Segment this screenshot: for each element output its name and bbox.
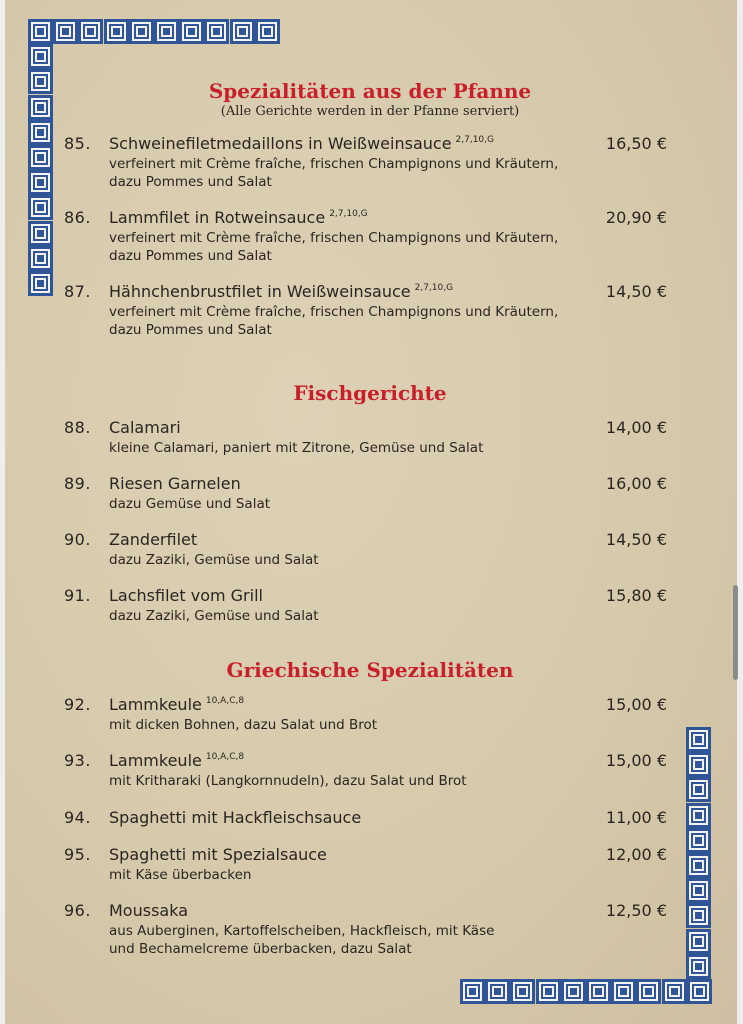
- item-number: 90.: [64, 530, 91, 549]
- item-price: 12,50 €: [605, 901, 667, 920]
- greek-key-tile: [561, 979, 586, 1004]
- description-line: dazu Pommes und Salat: [109, 322, 272, 338]
- item-name: [109, 845, 327, 864]
- item-price: 20,90 €: [605, 208, 667, 227]
- item-name: [109, 282, 453, 301]
- item-description: [109, 866, 251, 884]
- greek-key-tile: [28, 271, 53, 296]
- item-name-text: Riesen Garnelen: [109, 474, 241, 493]
- greek-key-tile: [536, 979, 561, 1004]
- item-description: [109, 772, 467, 790]
- item-description: [109, 229, 558, 265]
- greek-key-tile: [28, 145, 53, 170]
- item-name-text: Lammfilet in Rotweinsauce: [109, 208, 326, 227]
- item-price: 15,00 €: [605, 751, 667, 770]
- item-description: [109, 922, 494, 958]
- item-number: 91.: [64, 586, 91, 605]
- description-line: mit Kritharaki (Langkornnudeln), dazu Salat und Brot: [109, 773, 467, 789]
- greek-key-tile: [460, 979, 485, 1004]
- description-line: dazu Pommes und Salat: [109, 248, 272, 264]
- section-title: Fischgerichte: [293, 381, 447, 405]
- greek-key-tile: [485, 979, 510, 1004]
- item-price: 15,00 €: [605, 695, 667, 714]
- description-line: dazu Pommes und Salat: [109, 174, 272, 190]
- item-description: [109, 607, 319, 625]
- greek-key-tile: [687, 979, 712, 1004]
- greek-key-tile: [28, 246, 53, 271]
- section-subtitle: (Alle Gerichte werden in der Pfanne serviert): [220, 104, 520, 119]
- greek-key-tile: [28, 170, 53, 195]
- description-line: mit dicken Bohnen, dazu Salat und Brot: [109, 717, 378, 733]
- item-description: [109, 155, 558, 191]
- item-name-text: Lammkeule: [109, 751, 202, 770]
- greek-key-tile: [104, 19, 129, 44]
- item-price: 15,80 €: [605, 586, 667, 605]
- item-name: [109, 751, 244, 770]
- item-price: 14,50 €: [605, 530, 667, 549]
- greek-key-tile: [28, 221, 53, 246]
- greek-key-tile: [28, 19, 53, 44]
- greek-key-tile: [28, 195, 53, 220]
- description-line: verfeinert mit Crème fraîche, frischen Champignons und Kräutern,: [109, 230, 559, 246]
- item-name: [109, 808, 361, 827]
- item-name-text: Spaghetti mit Spezialsauce: [109, 845, 327, 864]
- item-name-text: Zanderfilet: [109, 530, 198, 549]
- greek-key-tile: [28, 120, 53, 145]
- item-name: [109, 530, 197, 549]
- greek-key-tile: [662, 979, 687, 1004]
- item-name-text: Lachsfilet vom Grill: [109, 586, 263, 605]
- description-line: dazu Zaziki, Gemüse und Salat: [109, 552, 319, 568]
- item-name: [109, 586, 263, 605]
- greek-key-tile: [686, 929, 711, 954]
- item-name: [109, 474, 241, 493]
- item-number: 89.: [64, 474, 91, 493]
- greek-key-tile: [179, 19, 204, 44]
- description-line: dazu Gemüse und Salat: [109, 496, 271, 512]
- item-name: [109, 134, 494, 153]
- item-name-text: Moussaka: [109, 901, 188, 920]
- greek-key-tile: [686, 803, 711, 828]
- item-description: [109, 439, 483, 457]
- greek-key-tile: [255, 19, 280, 44]
- description-line: dazu Zaziki, Gemüse und Salat: [109, 608, 319, 624]
- greek-key-tile: [204, 19, 229, 44]
- greek-key-tile: [510, 979, 535, 1004]
- item-price: 11,00 €: [605, 808, 667, 827]
- item-description: [109, 495, 270, 513]
- item-number: 93.: [64, 751, 91, 770]
- item-name-text: Schweinefiletmedaillons in Weißweinsauce: [109, 134, 452, 153]
- greek-key-tile: [28, 69, 53, 94]
- greek-key-tile: [686, 954, 711, 979]
- item-price: 14,50 €: [605, 282, 667, 301]
- item-price: 16,50 €: [605, 134, 667, 153]
- greek-key-tile: [129, 19, 154, 44]
- greek-key-tile: [53, 19, 78, 44]
- item-number: 85.: [64, 134, 91, 153]
- item-name: [109, 208, 368, 227]
- item-name-text: Calamari: [109, 418, 181, 437]
- item-number: 96.: [64, 901, 91, 920]
- description-line: verfeinert mit Crème fraîche, frischen Champignons und Kräutern,: [109, 156, 559, 172]
- item-price: 14,00 €: [605, 418, 667, 437]
- greek-key-tile: [686, 752, 711, 777]
- item-description: [109, 551, 319, 569]
- item-description: [109, 303, 558, 339]
- greek-key-tile: [686, 878, 711, 903]
- greek-key-tile: [28, 44, 53, 69]
- item-number: 94.: [64, 808, 91, 827]
- scrollbar[interactable]: [733, 585, 738, 680]
- description-line: und Bechamelcreme überbacken, dazu Salat: [109, 941, 412, 957]
- greek-key-tile: [686, 828, 711, 853]
- item-name: [109, 901, 188, 920]
- item-number: 92.: [64, 695, 91, 714]
- greek-key-tile: [586, 979, 611, 1004]
- item-name-text: Lammkeule: [109, 695, 202, 714]
- item-number: 87.: [64, 282, 91, 301]
- greek-key-tile: [686, 853, 711, 878]
- item-description: [109, 716, 377, 734]
- section-title: Spezialitäten aus der Pfanne: [208, 79, 532, 103]
- item-name: [109, 418, 181, 437]
- greek-key-tile: [686, 727, 711, 752]
- greek-key-tile: [28, 95, 53, 120]
- description-line: aus Auberginen, Kartoffelscheiben, Hackfleisch, mit Käse: [109, 923, 495, 939]
- item-number: 86.: [64, 208, 91, 227]
- greek-key-tile: [154, 19, 179, 44]
- greek-key-tile: [686, 903, 711, 928]
- item-name-text: Hähnchenbrustfilet in Weißweinsauce: [109, 282, 411, 301]
- item-number: 88.: [64, 418, 91, 437]
- item-price: 16,00 €: [605, 474, 667, 493]
- allergen-codes: 10,A,C,8: [205, 696, 245, 706]
- allergen-codes: 2,7,10,G: [414, 283, 454, 293]
- description-line: mit Käse überbacken: [109, 867, 252, 883]
- item-name: [109, 695, 244, 714]
- section-title: Griechische Spezialitäten: [226, 658, 514, 682]
- greek-key-tile: [230, 19, 255, 44]
- greek-key-tile: [686, 777, 711, 802]
- allergen-codes: 2,7,10,G: [455, 135, 494, 145]
- description-line: verfeinert mit Crème fraîche, frischen Champignons und Kräutern,: [109, 304, 559, 320]
- greek-key-tile: [636, 979, 661, 1004]
- allergen-codes: 10,A,C,8: [205, 752, 245, 762]
- allergen-codes: 2,7,10,G: [329, 209, 368, 219]
- greek-key-tile: [78, 19, 103, 44]
- greek-key-tile: [611, 979, 636, 1004]
- item-number: 95.: [64, 845, 91, 864]
- description-line: kleine Calamari, paniert mit Zitrone, Gemüse und Salat: [109, 440, 484, 456]
- item-price: 12,00 €: [605, 845, 667, 864]
- menu-page: [5, 0, 737, 1024]
- item-name-text: Spaghetti mit Hackfleischsauce: [109, 808, 362, 827]
